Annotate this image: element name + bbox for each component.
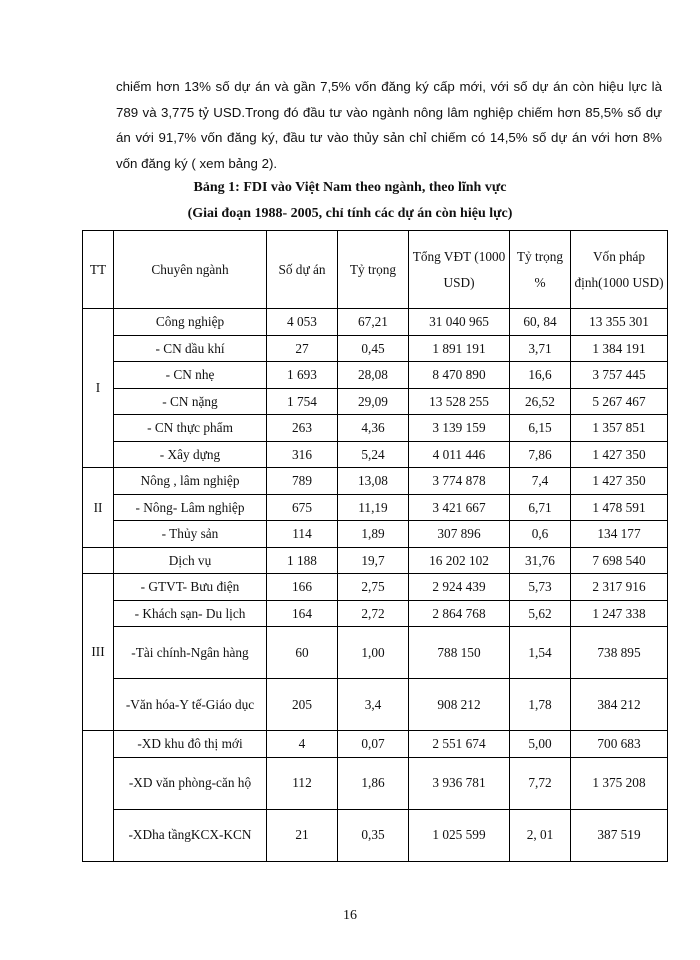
cell-legal: 384 212 [571,679,668,731]
cell-legal: 738 895 [571,627,668,679]
group-label: II [83,468,114,548]
cell-sector: - CN dầu khí [114,335,267,362]
cell-share: 0,45 [338,335,409,362]
cell-projects: 263 [267,415,338,442]
cell-total: 788 150 [409,627,510,679]
cell-share: 13,08 [338,468,409,495]
cell-projects: 27 [267,335,338,362]
cell-share: 28,08 [338,362,409,389]
table-row [83,441,668,468]
cell-projects: 1 188 [267,547,338,574]
table-row [83,388,668,415]
cell-pct: 60, 84 [510,309,571,336]
page-number: 16 [343,908,357,923]
cell-total: 3 774 878 [409,468,510,495]
cell-total: 307 896 [409,521,510,548]
cell-total: 1 891 191 [409,335,510,362]
group-label: I [83,309,114,468]
cell-legal: 134 177 [571,521,668,548]
cell-sector: -XD văn phòng-căn hộ [114,757,267,809]
cell-share: 3,4 [338,679,409,731]
cell-legal: 700 683 [571,731,668,758]
table-row [83,335,668,362]
cell-projects: 60 [267,627,338,679]
cell-total: 908 212 [409,679,510,731]
table-row [83,494,668,521]
header-sector: Chuyên ngành [114,231,267,309]
cell-share: 1,86 [338,757,409,809]
cell-sector: - GTVT- Bưu điện [114,574,267,601]
cell-sector: - Khách sạn- Du lịch [114,600,267,627]
cell-legal: 3 757 445 [571,362,668,389]
header-share-pct: Tỷ trọng % [510,231,571,309]
cell-sector: Nông , lâm nghiệp [114,468,267,495]
table-row [83,731,668,758]
header-share: Tỷ trọng [338,231,409,309]
cell-share: 2,72 [338,600,409,627]
cell-legal: 1 478 591 [571,494,668,521]
cell-projects: 112 [267,757,338,809]
cell-pct: 1,54 [510,627,571,679]
cell-total: 3 421 667 [409,494,510,521]
table-subtitle: (Giai đoạn 1988- 2005, chỉ tính các dự án còn hiệu lực) [187,206,513,221]
cell-projects: 205 [267,679,338,731]
cell-share: 29,09 [338,388,409,415]
header-projects: Số dự án [267,231,338,309]
cell-total: 13 528 255 [409,388,510,415]
table-row [83,547,668,574]
cell-share: 11,19 [338,494,409,521]
header-legal-capital: Vốn pháp định(1000 USD) [571,231,668,309]
body-paragraph: chiếm hơn 13% số dự án và gần 7,5% vốn đăng ký cấp mới, với số dự án còn hiệu lực là 789 và 3,775 tỷ USD.Trong đó đầu tư vào ngành nông lâm nghiệp chiếm hơn 85,5% số dự án với 91,7% vốn đăng ký, đầu tư vào thủy sản chỉ chiếm có 14,5% số dự án với hơn 8% vốn đăng ký ( xem bảng 2). [116,79,662,171]
group-label-empty [83,547,114,574]
table-row [83,757,668,809]
cell-share: 4,36 [338,415,409,442]
cell-legal: 7 698 540 [571,547,668,574]
cell-projects: 1 693 [267,362,338,389]
cell-pct: 5,73 [510,574,571,601]
cell-sector: Dịch vụ [114,547,267,574]
cell-projects: 4 [267,731,338,758]
cell-sector: - Xây dựng [114,441,267,468]
table-row [83,415,668,442]
header-tt: TT [83,231,114,309]
cell-projects: 164 [267,600,338,627]
cell-share: 1,00 [338,627,409,679]
cell-legal: 1 384 191 [571,335,668,362]
cell-total: 2 924 439 [409,574,510,601]
cell-pct: 7,72 [510,757,571,809]
cell-share: 1,89 [338,521,409,548]
cell-pct: 16,6 [510,362,571,389]
cell-pct: 2, 01 [510,809,571,861]
cell-sector: -Tài chính-Ngân hàng [114,627,267,679]
cell-sector: - CN nhẹ [114,362,267,389]
cell-projects: 316 [267,441,338,468]
cell-total: 2 864 768 [409,600,510,627]
cell-share: 2,75 [338,574,409,601]
cell-pct: 7,4 [510,468,571,495]
header-total-capital: Tổng VĐT (1000 USD) [409,231,510,309]
cell-share: 19,7 [338,547,409,574]
table-row [83,309,668,336]
cell-legal: 13 355 301 [571,309,668,336]
cell-total: 8 470 890 [409,362,510,389]
cell-legal: 1 247 338 [571,600,668,627]
cell-sector: Công nghiệp [114,309,267,336]
cell-sector: - Nông- Lâm nghiệp [114,494,267,521]
cell-pct: 31,76 [510,547,571,574]
table-row [83,600,668,627]
cell-pct: 3,71 [510,335,571,362]
cell-total: 1 025 599 [409,809,510,861]
table-row [83,574,668,601]
cell-legal: 387 519 [571,809,668,861]
cell-legal: 5 267 467 [571,388,668,415]
cell-share: 0,35 [338,809,409,861]
cell-total: 3 936 781 [409,757,510,809]
cell-pct: 6,15 [510,415,571,442]
cell-projects: 1 754 [267,388,338,415]
cell-legal: 1 375 208 [571,757,668,809]
cell-pct: 5,62 [510,600,571,627]
table-row [83,362,668,389]
cell-sector: -XDha tầngKCX-KCN [114,809,267,861]
cell-total: 16 202 102 [409,547,510,574]
cell-total: 4 011 446 [409,441,510,468]
cell-pct: 7,86 [510,441,571,468]
cell-share: 5,24 [338,441,409,468]
group-label [83,731,114,862]
cell-legal: 1 427 350 [571,468,668,495]
cell-sector: - CN thực phẩm [114,415,267,442]
table-row [83,468,668,495]
cell-pct: 5,00 [510,731,571,758]
cell-sector: - CN nặng [114,388,267,415]
cell-projects: 4 053 [267,309,338,336]
cell-total: 2 551 674 [409,731,510,758]
cell-pct: 6,71 [510,494,571,521]
cell-legal: 2 317 916 [571,574,668,601]
cell-sector: -Văn hóa-Y tế-Giáo dục [114,679,267,731]
table-title: Bảng 1: FDI vào Việt Nam theo ngành, theo lĩnh vực [193,180,507,195]
cell-share: 67,21 [338,309,409,336]
cell-projects: 114 [267,521,338,548]
cell-sector: - Thủy sản [114,521,267,548]
cell-projects: 789 [267,468,338,495]
cell-total: 3 139 159 [409,415,510,442]
cell-projects: 21 [267,809,338,861]
table-row [83,809,668,861]
table-row [83,627,668,679]
cell-share: 0,07 [338,731,409,758]
fdi-table [82,230,668,862]
table-header-row [83,231,668,309]
cell-pct: 1,78 [510,679,571,731]
cell-legal: 1 427 350 [571,441,668,468]
cell-projects: 675 [267,494,338,521]
cell-projects: 166 [267,574,338,601]
table-row [83,679,668,731]
group-label: III [83,574,114,731]
cell-pct: 26,52 [510,388,571,415]
cell-total: 31 040 965 [409,309,510,336]
cell-pct: 0,6 [510,521,571,548]
cell-sector: -XD khu đô thị mới [114,731,267,758]
cell-legal: 1 357 851 [571,415,668,442]
table-row [83,521,668,548]
